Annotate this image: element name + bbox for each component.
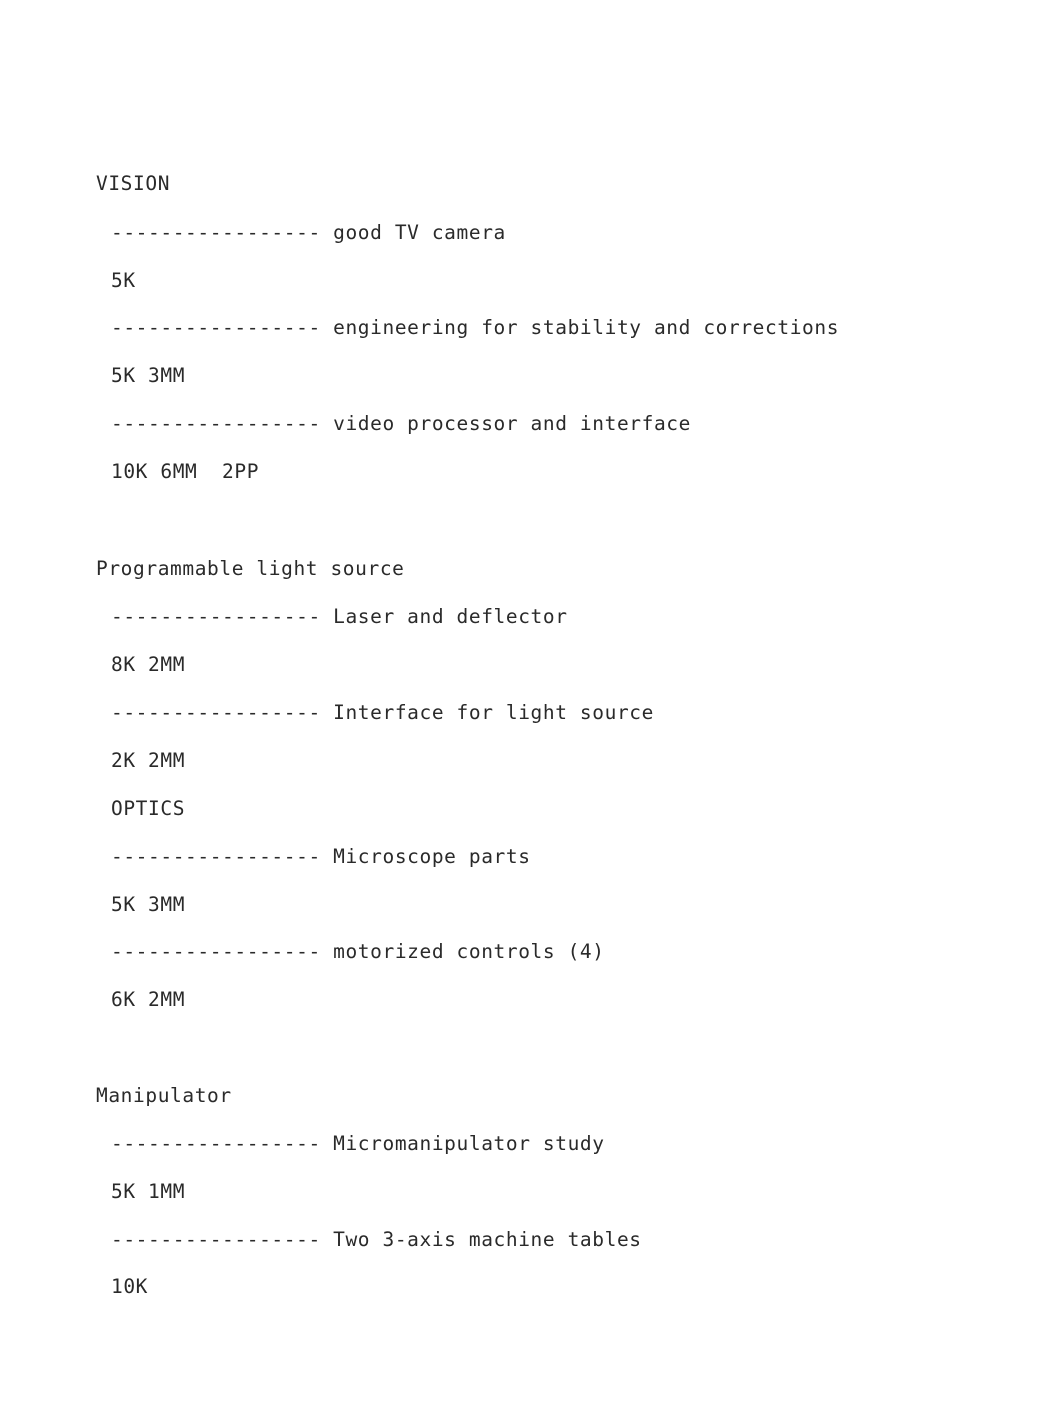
entry-line: ----------------- good TV camera — [111, 221, 506, 244]
cost-line: 5K 3MM — [111, 893, 186, 916]
subheading-optics: OPTICS — [111, 797, 186, 820]
section-heading-manipulator: Manipulator — [96, 1084, 232, 1107]
entry-line: ----------------- engineering for stability and corrections — [111, 316, 840, 339]
cost-line: 5K 1MM — [111, 1180, 186, 1203]
entry-line: ----------------- Interface for light source — [111, 701, 654, 724]
entry-line: ----------------- Two 3-axis machine tables — [111, 1228, 642, 1251]
cost-line: 10K — [111, 1275, 149, 1298]
entry-line: ----------------- Micromanipulator study — [111, 1132, 605, 1155]
cost-line: 2K 2MM — [111, 749, 186, 772]
entry-line: ----------------- motorized controls (4) — [111, 940, 605, 963]
section-heading-light-source: Programmable light source — [96, 557, 405, 580]
entry-line: ----------------- Laser and deflector — [111, 605, 568, 628]
entry-line: ----------------- video processor and interface — [111, 412, 691, 435]
cost-line: 5K 3MM — [111, 364, 186, 387]
entry-line: ----------------- Microscope parts — [111, 845, 531, 868]
cost-line: 5K — [111, 269, 136, 292]
cost-line: 10K 6MM 2PP — [111, 460, 260, 483]
cost-line: 6K 2MM — [111, 988, 186, 1011]
cost-line: 8K 2MM — [111, 653, 186, 676]
section-heading-vision: VISION — [96, 172, 171, 195]
